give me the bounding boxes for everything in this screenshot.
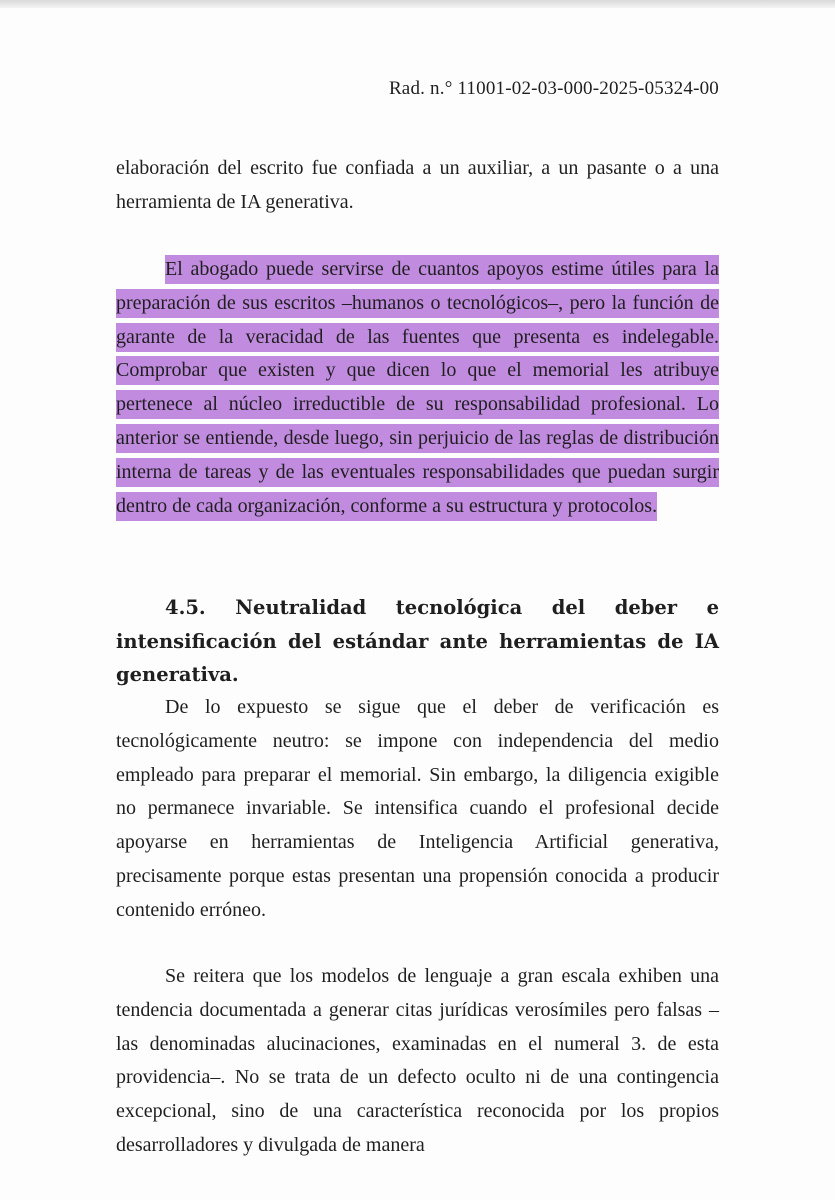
page-top-edge [0, 0, 835, 8]
paragraph-highlighted [116, 253, 719, 523]
paragraph-continuation: elaboración del escrito fue confiada a un auxiliar, a un pasante o a una herramienta de IA generativa. [116, 157, 719, 213]
section-heading: 4.5. Neutralidad tecnológica del deber e intensificación del estándar ante herramientas de IA generativa. [116, 596, 719, 686]
paragraph-hallucinations: Se reitera que los modelos de lenguaje a gran escala exhiben una tendencia documentada a generar citas jurídicas verosímiles pero falsas –las denominadas alucinaciones, examinadas en el numeral 3. de esta providencia–. No se trata de un defecto oculto ni de una contingencia excepcional, sino de una característica reconocida por los propios desarrolladores y divulgada de manera [116, 965, 719, 1156]
case-number-header: Rad. n.° 11001-02-03-000-2025-05324-00 [388, 78, 719, 99]
highlighted-text: El abogado puede servirse de cuantos apoyos estime útiles para la preparación de sus escritos –humanos o tecnológicos–, pero la función de garante de la veracidad de las fuentes que presenta es indelegable. Comprobar que existen y que dicen lo que el memorial les atribuye pertenece al núcleo irreductible de su responsabilidad profesional. Lo anterior se entiende, desde luego, sin perjuicio de las reglas de distribución interna de tareas y de las eventuales responsabilidades que puedan surgir dentro de cada organización, conforme a su estructura y protocolos. [116, 255, 719, 521]
paragraph-neutrality: De lo expuesto se sigue que el deber de verificación es tecnológicamente neutro: se impone con independencia del medio empleado para preparar el memorial. Sin embargo, la diligencia exigible no permanece invariable. Se intensifica cuando el profesional decide apoyarse en herramientas de Inteligencia Artificial generativa, precisamente porque estas presentan una propensión conocida a producir contenido erróneo. [116, 696, 719, 921]
